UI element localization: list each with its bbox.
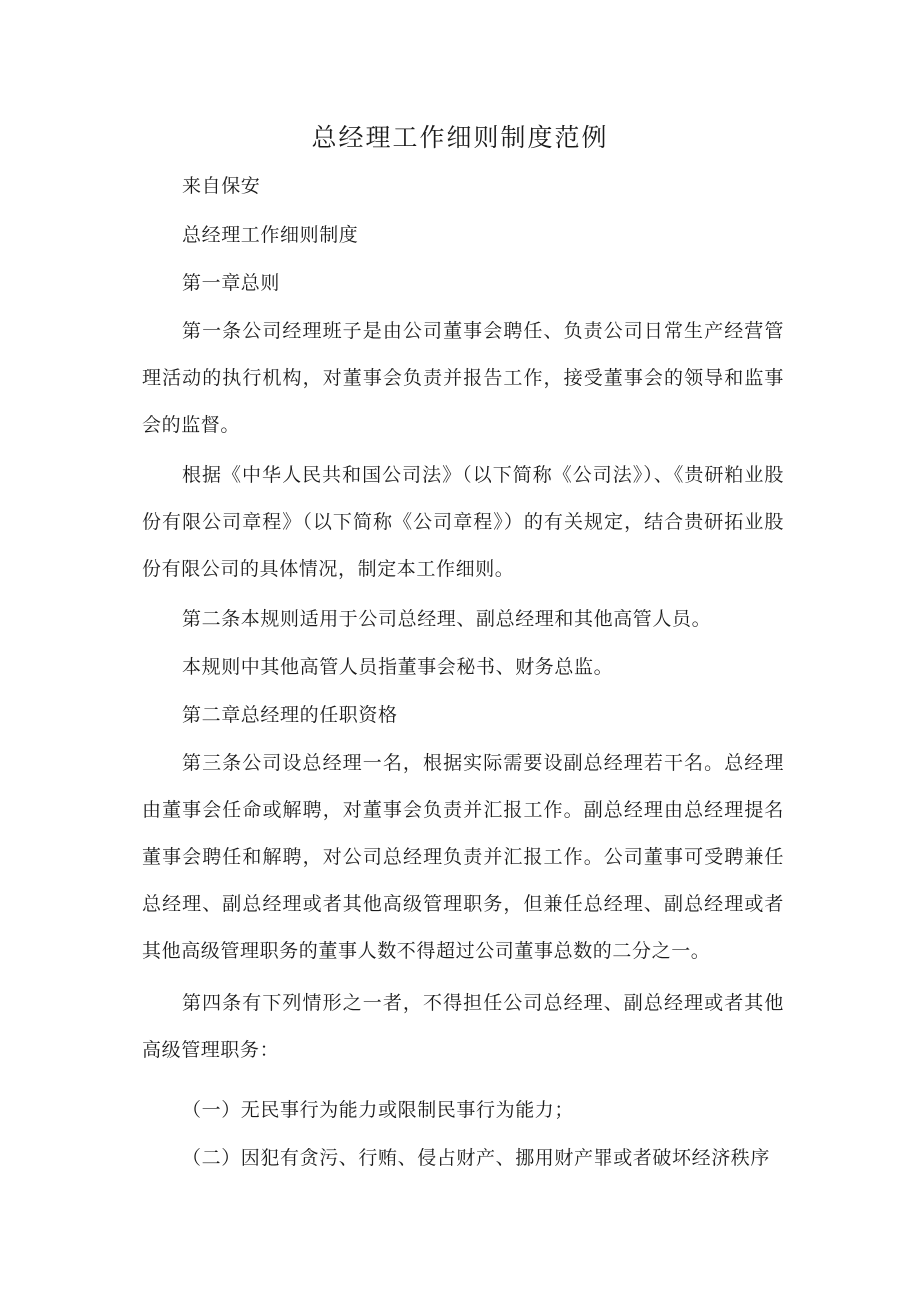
article-4: 第四条有下列情形之一者，不得担任公司总经理、副总经理或者其他高级管理职务： bbox=[142, 992, 784, 1061]
basis-paragraph: 根据《中华人民共和国公司法》（以下简称《公司法》）、《贵研粕业股份有限公司章程》（以下简称《公司章程》）的有关规定，结合贵研拓业股份有限公司的具体情况，制定本工作细则。 bbox=[142, 464, 784, 580]
article-2: 第二条本规则适用于公司总经理、副总经理和其他高管人员。 bbox=[182, 608, 712, 630]
chapter-heading-1: 第一章总则 bbox=[182, 272, 281, 294]
chapter-heading-2: 第二章总经理的任职资格 bbox=[182, 704, 398, 726]
article-2-note: 本规则中其他高管人员指董事会秘书、财务总监。 bbox=[182, 656, 614, 678]
article-3: 第三条公司设总经理一名，根据实际需要设副总经理若干名。总经理由董事会任命或解聘，对董事会负责并汇报工作。副总经理由总经理提名董事会聘任和解聘，对公司总经理负责并汇报工作。公司董事可受聘兼任总经理、副总经理或者其他高级管理职务，但兼任总经理、副总经理或者其他高级管理职务的董事人数不得超过公司董事总数的二分之一。 bbox=[142, 752, 784, 962]
list-item-1: （一）无民事行为能力或限制民事行为能力； bbox=[182, 1099, 575, 1121]
list-item-2: （二）因犯有贪污、行贿、侵占财产、挪用财产罪或者破坏经济秩序 bbox=[182, 1147, 771, 1169]
subtitle-line: 总经理工作细则制度 bbox=[182, 224, 359, 246]
article-1: 第一条公司经理班子是由公司董事会聘任、负责公司日常生产经营管理活动的执行机构，对董事会负责并报告工作，接受董事会的领导和监事会的监督。 bbox=[142, 320, 784, 436]
document-title: 总经理工作细则制度范例 bbox=[311, 123, 609, 152]
source-line: 来自保安 bbox=[182, 175, 261, 197]
